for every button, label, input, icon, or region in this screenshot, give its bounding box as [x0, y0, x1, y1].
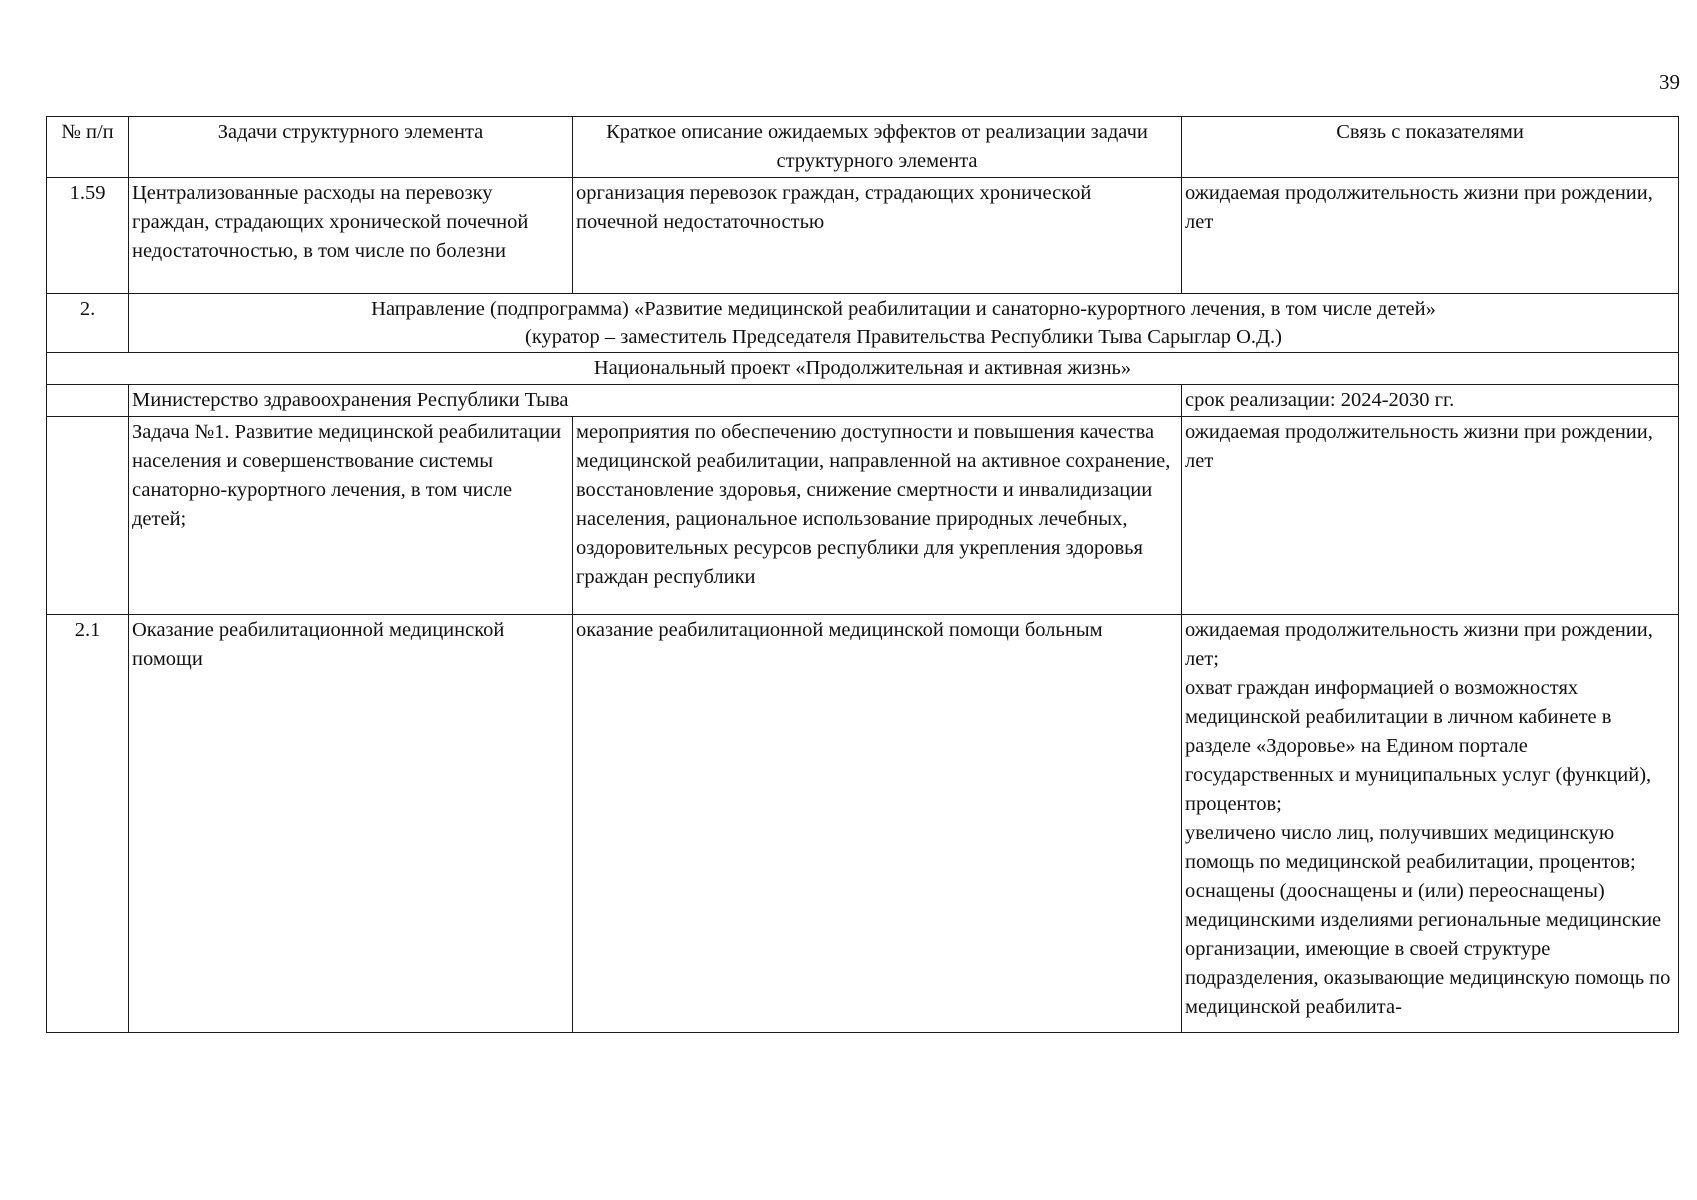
header-num: № п/п [47, 117, 129, 178]
ministry-row [47, 385, 1679, 417]
indicator-cell: ожидаемая продолжительность жизни при рождении, лет [1182, 417, 1679, 615]
indicator-equipment: оснащены (дооснащены и (или) переоснащены) медицинскими изделиями региональные медицинские организации, имеющие в своей структуре подразделения, оказывающие медицинскую помощь по медицинской реабилита- [1185, 880, 1671, 1018]
national-project-row [47, 353, 1679, 385]
indicator-rehabilitation-count: увеличено число лиц, получивших медицинскую помощь по медицинской реабилитации, процентов; [1185, 822, 1636, 873]
header-tasks: Задачи структурного элемента [129, 117, 573, 178]
ministry-empty-cell [47, 385, 129, 417]
section-row-2 [47, 294, 1679, 353]
table-row-1-59 [47, 178, 1679, 294]
task-1-empty-cell [47, 417, 129, 615]
indicator-cell: ожидаемая продолжительность жизни при рождении, лет [1182, 178, 1679, 294]
section-number: 2. [47, 294, 129, 353]
section-title [129, 294, 1679, 353]
task-cell: Задача №1. Развитие медицинской реабилитации населения и совершенствование системы санаторно-курортного лечения, в том числе детей; [129, 417, 573, 615]
section-direction: Направление (подпрограмма) «Развитие медицинской реабилитации и санаторно-курортного лечения, в том числе детей» [371, 298, 1436, 320]
task-cell: Централизованные расходы на перевозку граждан, страдающих хронической почечной недостаточностью, в том числе по болезни [129, 178, 573, 294]
implementation-term: срок реализации: 2024-2030 гг. [1182, 385, 1679, 417]
effect-cell: организация перевозок граждан, страдающих хронической почечной недостаточностью [573, 178, 1182, 294]
effect-cell: оказание реабилитационной медицинской помощи больным [573, 615, 1182, 1033]
task-cell: Оказание реабилитационной медицинской помощи [129, 615, 573, 1033]
indicator-cell [1182, 615, 1679, 1033]
ministry-name: Министерство здравоохранения Республики Тыва [129, 385, 1182, 417]
row-number: 2.1 [47, 615, 129, 1033]
national-project-title: Национальный проект «Продолжительная и активная жизнь» [47, 353, 1679, 385]
table-header-row [47, 117, 1679, 178]
section-curator: (куратор – заместитель Председателя Правительства Республики Тыва Сарыглар О.Д.) [525, 326, 1282, 348]
header-effects: Краткое описание ожидаемых эффектов от реализации задачи структурного элемента [573, 117, 1182, 178]
program-table [46, 116, 1679, 1033]
task-1-row [47, 417, 1679, 615]
header-indicators: Связь с показателями [1182, 117, 1679, 178]
indicator-life-expectancy: ожидаемая продолжительность жизни при рождении, лет; [1185, 619, 1653, 670]
indicator-information-coverage: охват граждан информацией о возможностях медицинской реабилитации в личном кабинете в разделе «Здоровье» на Едином портале государственных и муниципальных услуг (функций), процентов; [1185, 677, 1652, 815]
table-row-2-1 [47, 615, 1679, 1033]
effect-cell: мероприятия по обеспечению доступности и повышения качества медицинской реабилитации, направленной на активное сохранение, восстановление здоровья, снижение смертности и инвалидизации населения, рациональное использование природных лечебных, оздоровительных ресурсов республики для укрепления здоровья граждан республики [573, 417, 1182, 615]
row-number: 1.59 [47, 178, 129, 294]
page-number: 39 [1659, 70, 1680, 94]
